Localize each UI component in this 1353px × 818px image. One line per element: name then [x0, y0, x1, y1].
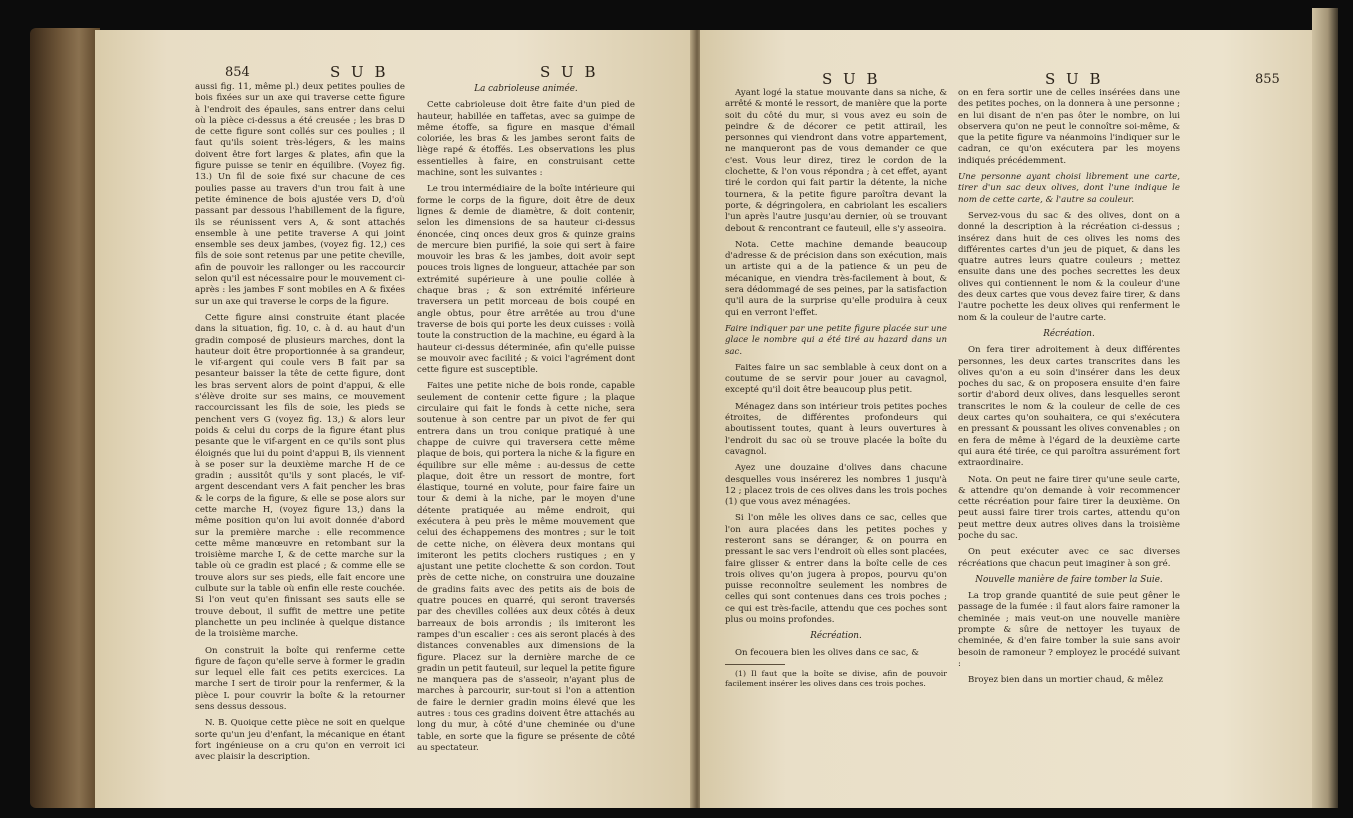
- paragraph: Si l'on mêle les olives dans ce sac, celles que l'on aura placées dans les petites poches y resteront sans se déranger, & on pourra en pressant le sac vers l'endroit où elles sont placées, faire glisser & entrer dans la boîte celle de ces trois olives qu'on jugera à propos, pourvu qu'on puisse reconnoître seulement les nombres de celles qui sont contenues dans ces trois poches ; ce qui est très-facile, attendu que ces poches sont plus ou moins profondes.: [725, 513, 947, 626]
- paragraph: aussi fig. 11, même pl.) deux petites poulies de bois fixées sur un axe qui traverse cette figure à l'endroit des épaules, sans entrer dans celui où la pièce ci-dessus a été creusée ; les bras D de cette figure sont collés sur ces poulies ; il faut qu'ils soient très-légers, & les mains doivent être fort larges & plates, afin que la figure puisse se tenir en équilibre. (Voyez fig. 13.) Un fil de soie fixé sur chacune de ces poulies passe au travers d'un trou fait à une petite éminence de bois ajustée vers D, d'où passant par dessous l'habillement de la figure, ils se réunissent vers A, & sont attachés ensemble à une petite traverse A qui joint ensemble ses deux jambes, (voyez fig. 12,) ces fils de soie sont retenus par une petite cheville, afin de pouvoir les rallonger ou les raccourcir selon qu'il est nécessaire pour le mouvement ci-après : les jambes F sont mobiles en A & fixées sur un axe qui traverse le corps de la figure.: [195, 82, 405, 307]
- paragraph: Cette figure ainsi construite étant placée dans la situation, fig. 10, c. à d. au haut d'un gradin composé de plusieurs marches, dont la hauteur doit être proportionnée à sa grandeur, le vif-argent qui coule vers B fait par sa pesanteur baisser la tête de cette figure, dont les bras servent alors de point d'appui, & elle s'élève droite sur ses mains, ce mouvement raccourcissant les fils de soie, les pieds se penchent vers G (voyez fig. 13,) & alors leur poids & celui du corps de la figure étant plus pesante que le vif-argent en ce qu'ils sont plus éloignés que lui du point d'appui B, ils viennent à se poser sur la deuxième marche H de ce gradin ; aussitôt qu'ils y sont placés, le vif-argent descendant vers A fait pencher les bras & le corps de la figure, & elle se pose alors sur cette marche H, (voyez figure 13,) dans la même position qu'on lui avoit donnée d'abord sur la première marche : elle recommence cette même manœuvre en retombant sur la troisième marche I, & de cette marche sur la table où ce gradin est placé ; & comme elle se trouve alors sur ses pieds, elle fait encore une culbute sur la table où enfin elle reste couchée. Si l'on veut qu'en finissant ses sauts elle se trouve debout, il suffit de mettre une petite planchette un peu inclinée à quelque distance de la troisième marche.: [195, 312, 405, 640]
- paragraph: Nota. On peut ne faire tirer qu'une seule carte, & attendre qu'on demande à voir recommencer cette récréation pour faire tirer la deuxième. On peut aussi faire tirer trois cartes, attendu qu'on peut mettre deux autres olives dans la troisième poche du sac.: [958, 474, 1180, 541]
- paragraph: Ayant logé la statue mouvante dans sa niche, & arrêté & monté le ressort, de manière que la porte soit du côté du mur, si vous avez eu soin de peindre & de décorer ce petit attirail, les personnes qui viendront dans votre appartement, ne manqueront pas de vous demander ce que c'est. Vous leur direz, tirez le cordon de la clochette, & l'on vous répondra ; à cet effet, ayant tiré le cordon qui fait partir la détente, la niche tournera, & la petite figure paroîtra devant la porte, & dégringolera, en cabriolant les escaliers l'un après l'autre jusqu'au dernier, où se trouvant debout & rencontrant ce fauteuil, elle s'y asseoira.: [725, 88, 947, 234]
- text-column-2: [958, 88, 1180, 800]
- text-column-1: [725, 88, 947, 800]
- text-column-2: [417, 82, 635, 802]
- paragraph: On construit la boîte qui renferme cette figure de façon qu'elle serve à former le gradin sur lequel elle fait ces petits exercices. La marche I sert de tiroir pour la renfermer, & la pièce L pour couvrir la boîte & la retourner sens dessus dessous.: [195, 645, 405, 713]
- text-column-1: [195, 82, 405, 802]
- page-stack-edge: [1312, 8, 1338, 808]
- section-title: Faire indiquer par une petite figure placée sur une glace le nombre qui a été tiré au hazard dans un sac.: [725, 323, 947, 357]
- paragraph: on en fera sortir une de celles insérées dans une des petites poches, on la donnera à une personne ; en lui disant de n'en pas ôter le nombre, on lui observera qu'on ne peut le connoître soi-même, & que la petite figure va néanmoins l'indiquer sur le cadran, ce qu'on exécutera par les moyens indiqués précédemment.: [958, 88, 1180, 166]
- paragraph: On fera tirer adroitement à deux différentes personnes, les deux cartes transcrites dans les olives qu'on a eu soin d'insérer dans les deux poches du sac, & on proposera ensuite d'en faire sortir d'abord deux olives, dans lesquelles seront transcrites le nom & la couleur de celle de ces deux cartes qu'on souhaitera, ce qui s'exécutera en pressant & poussant les olives convenables ; on en fera de même à l'égard de la deuxième carte qui aura été tirée, ce qui paroîtra assurément fort extraordinaire.: [958, 345, 1180, 469]
- right-page: [700, 30, 1315, 808]
- paragraph: La trop grande quantité de suie peut gêner le passage de la fumée : il faut alors faire ramoner la cheminée ; mais veut-on une nouvelle manière prompte & sûre de nettoyer les tuyaux de cheminée, & d'en faire tomber la suie sans avoir besoin de ramoneur ? employez le procédé suivant :: [958, 591, 1180, 669]
- section-title: La cabrioleuse animée.: [474, 84, 578, 94]
- running-head: S U B: [1045, 70, 1104, 88]
- page-number: 855: [1255, 72, 1280, 87]
- running-head: S U B: [822, 70, 881, 88]
- running-head: S U B: [330, 63, 389, 81]
- section-title: Récréation.: [810, 631, 862, 642]
- page-number: 854: [225, 65, 250, 80]
- paragraph: Broyez bien dans un mortier chaud, & mêlez: [968, 675, 1164, 686]
- paragraph: Faites faire un sac semblable à ceux dont on a coutume de se servir pour jouer au cavagnol, excepté qu'il doit être beaucoup plus petit.: [725, 362, 947, 396]
- left-page: [95, 30, 695, 808]
- section-title: Nouvelle manière de faire tomber la Suie.: [975, 574, 1163, 585]
- paragraph: Cette cabrioleuse doit être faite d'un pied de hauteur, habillée en taffetas, avec sa guimpe de même étoffe, sa figure en masque d'émail coloriée, les bras & les jambes seront faits de liège rapé & étoffés. Les observations les plus essentielles à faire, en construisant cette machine, sont les suivantes :: [417, 100, 635, 179]
- paragraph: N. B. Quoique cette pièce ne soit en quelque sorte qu'un jeu d'enfant, la mécanique en étant fort ingénieuse on a cru qu'on en verroit ici avec plaisir la description.: [195, 718, 405, 763]
- paragraph: Ménagez dans son intérieur trois petites poches étroites, de différentes profondeurs qui aboutissent toutes, quant à leurs ouvertures à l'endroit du sac où se trouve placée la boîte du cavagnol.: [725, 401, 947, 457]
- paragraph: Nota. Cette machine demande beaucoup d'adresse & de précision dans son exécution, mais un artiste qui a de la patience & un peu de mécanique, en viendra très-facilement à bout, & sera dédommagé de ses peines, par la satisfaction qu'il aura de la surprise qu'elle produira à ceux qui en verront l'effet.: [725, 239, 947, 318]
- paragraph: Faites une petite niche de bois ronde, capable seulement de contenir cette figure ; la plaque circulaire qui fait le fonds à cette niche, sera soutenue à son centre par un pivot de fer qui entrera dans un trou conique pratiqué à une chappe de cuivre qui traversera cette même plaque de bois, qui portera la niche & la figure en équilibre sur elle même : au-dessus de cette plaque, doit être un ressort de montre, fort élastique, tourné en volute, pour faire faire un tour & demi à la niche, par le moyen d'une détente pratiquée au même endroit, qui exécutera à peu près le même mouvement que celui des échappemens des montres ; sur le toit de cette niche, on élèvera deux montans qui imiteront les petits clochers rustiques ; en y ajustant une petite clochette & son cordon. Tout près de cette niche, on construira une douzaine de gradins faits avec des petits ais de bois de quatre pouces en quarré, qui seront traversés par des chevilles collées aux deux côtés à deux barreaux de bois arrondis ; ils imiteront les rampes d'un escalier : ces ais seront placés à des distances convenables aux dimensions de la figure. Placez sur la dernière marche de ce gradin un petit fauteuil, sur lequel la petite figure ne manquera pas de s'asseoir, n'ayant plus de marches à parcourir, sur-tout si l'on a attention de faire le dernier gradin moins élevé que les autres : tous ces gradins doivent être attachés au long du mur, à côté d'une cheminée ou d'une table, en sorte que la figure se présente de côté au spectateur.: [417, 381, 635, 753]
- paragraph: Servez-vous du sac & des olives, dont on a donné la description à la récréation ci-dessus ; insérez dans huit de ces olives les noms des différentes cartes d'un jeu de piquet, & dans les quatre autres leurs quatre couleurs ; mettez ensuite dans une des poches secrettes les deux olives qui contiennent le nom & la couleur d'une des deux cartes que vous devez faire tirer, & dans l'autre pochette les deux olives qui renferment le nom & la couleur de l'autre carte.: [958, 210, 1180, 323]
- section-title: Récréation.: [1043, 328, 1095, 339]
- paragraph: Le trou intermédiaire de la boîte intérieure qui forme le corps de la figure, doit être de deux lignes & demie de diamètre, & doit contenir, selon les dimensions de sa hauteur ci-dessus énoncée, cinq onces deux gros & quinze grains de mercure bien purifié, la soie qui sert à faire mouvoir les bras & les jambes, doit avoir sept pouces trois lignes de longueur, attachée par son extrémité supérieure à une poulie collée à chaque bras ; & son extrémité inférieure traversera un petit morceau de bois coupé en angle obtus, pour être arrêtée au trou d'une traverse de bois qui porte les deux cuisses : voilà toute la construction de la machine, eu égard à la hauteur ci-dessus déterminée, afin qu'elle puisse se mouvoir avec facilité ; & voici l'agrément dont cette figure est susceptible.: [417, 184, 635, 376]
- book-spine-edge: [30, 28, 100, 808]
- footnote-rule: [725, 664, 785, 665]
- running-head: S U B: [540, 63, 599, 81]
- paragraph: Ayez une douzaine d'olives dans chacune desquelles vous insérerez les nombres 1 jusqu'à 12 ; placez trois de ces olives dans les trois poches (1) que vous avez ménagées.: [725, 463, 947, 508]
- paragraph: On peut exécuter avec ce sac diverses récréations que chacun peut imaginer à son gré.: [958, 547, 1180, 569]
- footnote: (1) Il faut que la boîte se divise, afin de pouvoir facilement insérer les olives dans ces trois poches.: [725, 668, 947, 688]
- section-title: Une personne ayant choisi librement une carte, tirer d'un sac deux olives, dont l'une indique le nom de cette carte, & l'autre sa couleur.: [958, 172, 1180, 205]
- paragraph: On fecouera bien les olives dans ce sac, &: [735, 647, 919, 658]
